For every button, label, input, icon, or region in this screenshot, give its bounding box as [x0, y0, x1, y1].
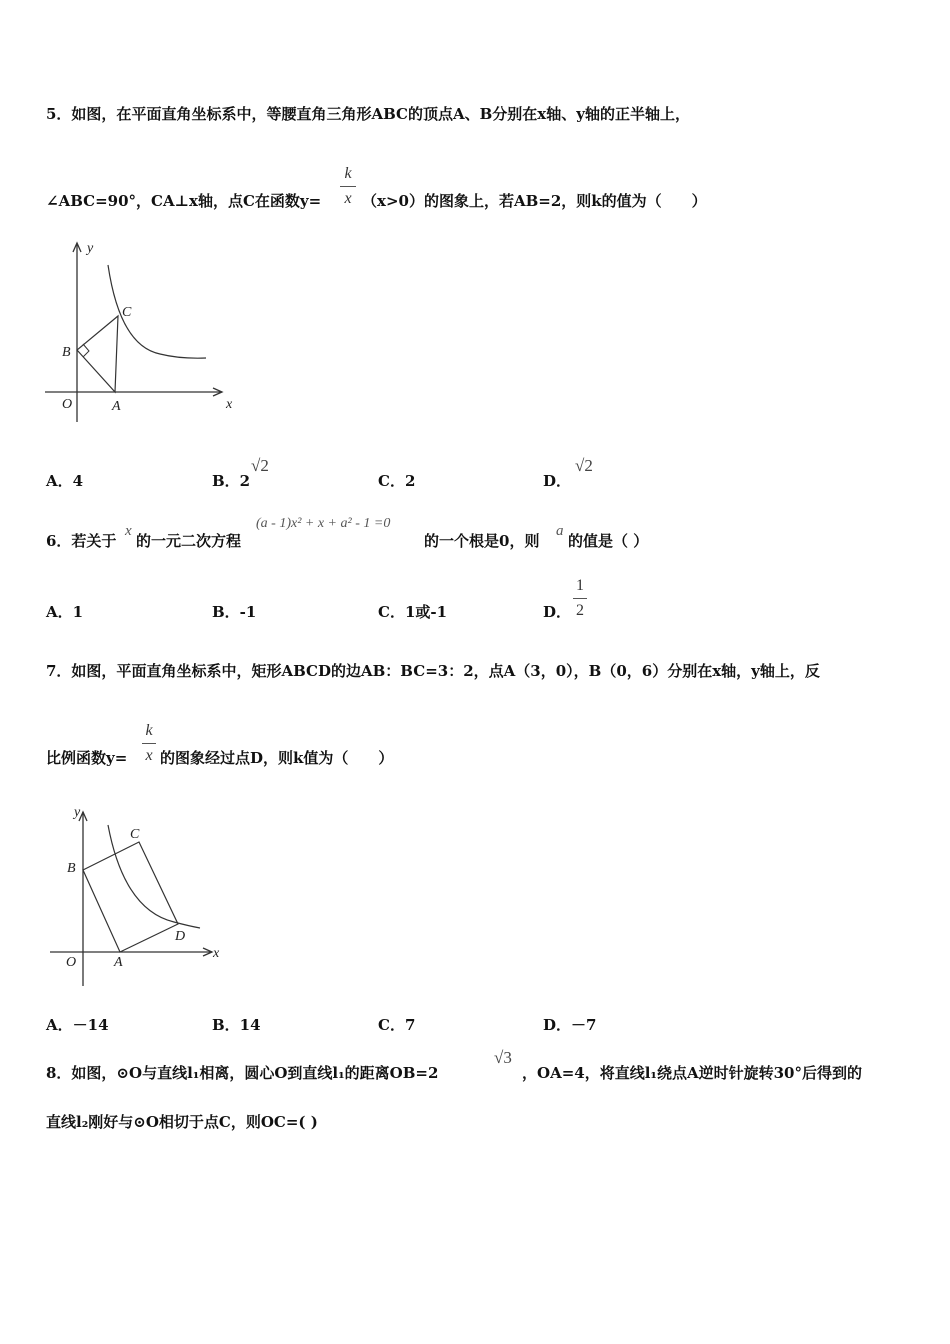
q8-stem-line1a: 8．如图，⊙O与直线l₁相离，圆心O到直线l₁的距离OB=2: [46, 1064, 439, 1082]
q5-fig-label-a: A: [112, 399, 121, 414]
q5-fig-label-x: x: [226, 397, 233, 412]
q5-fraction: k x: [340, 164, 356, 209]
q7-fig-label-x: x: [213, 946, 220, 961]
q7-fig-label-c: C: [130, 827, 140, 842]
q6-var-x: x: [125, 523, 132, 539]
q7-figure: [44, 800, 234, 990]
q6-option-c[interactable]: C．1或-1: [378, 603, 448, 621]
q5-fig-label-o: O: [62, 397, 73, 412]
q6-equation: (a - 1)x² + x + a² - 1 =0: [256, 516, 391, 531]
q7-fraction: k x: [142, 721, 156, 766]
q5-option-d[interactable]: D．: [543, 472, 572, 490]
q7-option-c[interactable]: C．7: [378, 1016, 416, 1034]
q6-option-a[interactable]: A．1: [46, 603, 84, 621]
q6-option-d-fraction: 1 2: [573, 576, 587, 621]
q5-option-b[interactable]: B．2: [212, 472, 251, 490]
q7-fig-label-y: y: [74, 805, 81, 820]
q5-fig-label-c: C: [122, 305, 132, 320]
q7-fig-label-b: B: [67, 861, 76, 876]
q6-option-d[interactable]: D．: [543, 603, 572, 621]
q7-fig-label-a: A: [114, 955, 123, 970]
q7-stem-line2a: 比例函数y=: [46, 749, 128, 767]
q5-stem-line2b: （x>0）的图象上，若AB=2，则k的值为（ ）: [362, 192, 707, 210]
q7-option-a[interactable]: A．－14: [46, 1016, 109, 1034]
q6-stem-b: 的一元二次方程: [136, 532, 242, 550]
q5-stem-line2a: ∠ABC=90°，CA⊥x轴，点C在函数y=: [46, 192, 322, 210]
q6-stem-a: 6．若关于: [46, 532, 117, 550]
q8-stem-line2: 直线l₂刚好与⊙O相切于点C，则OC=( ): [46, 1113, 318, 1131]
q5-fig-label-y: y: [87, 241, 94, 256]
q7-fig-label-d: D: [175, 929, 186, 944]
q7-option-b[interactable]: B．14: [212, 1016, 261, 1034]
q5-figure: [40, 236, 240, 426]
q6-stem-d: 的值是（ ）: [568, 532, 649, 550]
q7-fig-label-o: O: [66, 955, 77, 970]
q5-stem-line1: 5．如图，在平面直角坐标系中，等腰直角三角形ABC的顶点A、B分别在x轴、y轴的正半轴上，: [46, 105, 690, 123]
q7-option-d[interactable]: D．－7: [543, 1016, 597, 1034]
q6-option-b[interactable]: B．-1: [212, 603, 257, 621]
q8-stem-line1b: ，OA=4，将直线l₁绕点A逆时针旋转30°后得到的: [522, 1064, 862, 1082]
q6-stem-c: 的一个根是0，则: [424, 532, 540, 550]
q7-stem-line2b: 的图象经过点D，则k值为（ ）: [160, 749, 394, 767]
q5-option-a[interactable]: A．4: [46, 472, 84, 490]
q6-var-a: a: [556, 523, 564, 539]
q5-option-d-sqrt: √2: [575, 456, 593, 475]
q5-option-b-sqrt: √2: [251, 456, 269, 475]
q5-fig-label-b: B: [62, 345, 71, 360]
q5-option-c[interactable]: C．2: [378, 472, 416, 490]
q7-stem-line1: 7．如图，平面直角坐标系中，矩形ABCD的边AB：BC=3：2，点A（3，0），B（0，6）分别在x轴，y轴上，反: [46, 662, 820, 680]
q8-sqrt: √3: [494, 1048, 512, 1067]
